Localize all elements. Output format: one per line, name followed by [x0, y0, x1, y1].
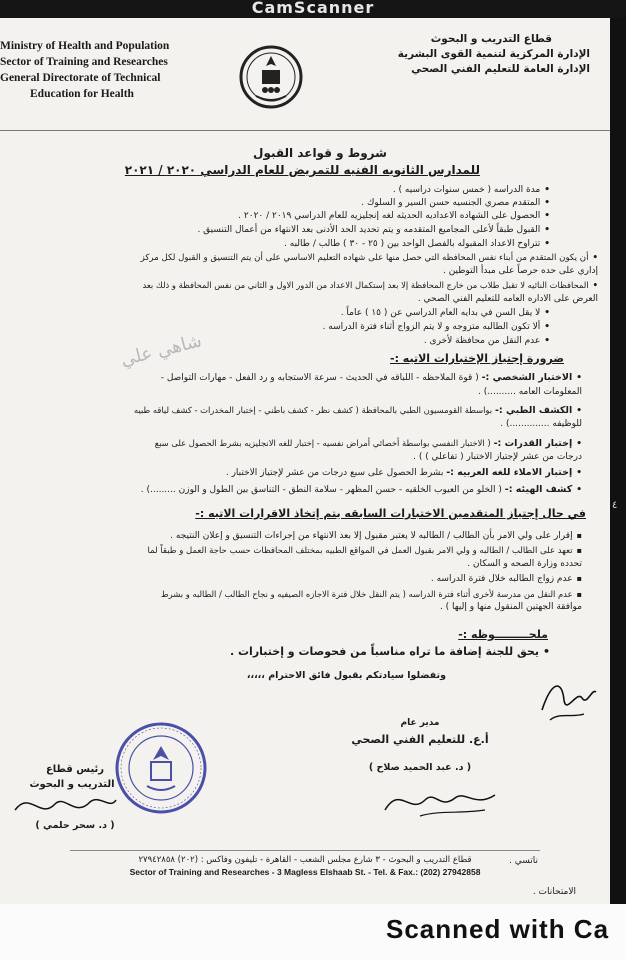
test-item [155, 437, 582, 450]
ministry-logo-icon [238, 44, 304, 110]
closing-text: وتفضلوا سيادتكم بقبول فائق الاحترام ،،،،، [246, 670, 446, 681]
sector-head-name: ( د. سحر حلمي ) [35, 820, 115, 831]
condition-item: • المحافظات النائيه لا تقبل طلاب من خارج المحافظة إلا بعد إستكمال الاعداد من الدور الاول و الثاني من نفس المحافظة و ذلك بعد [142, 279, 598, 291]
decision-item-cont: تحدده وزارة الصحه و السكان . [467, 559, 582, 569]
header-en-line: Ministry of Health and Population [0, 40, 170, 52]
sector-head-signature-icon [10, 790, 120, 824]
scan-edge [610, 18, 626, 960]
condition-item: • الحصول على الشهاده الاعداديه الحديثه لغه إنجليزيه للعام الدراسي ٢٠١٩ / ٢٠٢٠ . [238, 210, 550, 222]
side-mark: ٤ [612, 500, 618, 511]
condition-item: • مدة الدراسه ( خمس سنوات دراسيه ) . [393, 184, 550, 196]
document-title: شروط و قواعد القبول [253, 146, 387, 160]
test-item-cont: المعلومات العامه ..........) . [478, 387, 582, 397]
test-text: ( قوة الملاحظه - اللباقه في الحديث - سرعة الاستجابه و رد الفعل - مهارات التواصل - [160, 373, 479, 383]
header-english [0, 38, 200, 102]
decision-item-cont: موافقة الجهتين المنقول منها و إليها ) . [439, 602, 582, 612]
header-arabic [350, 32, 590, 77]
decision-item: ▪ عدم النقل من مدرسة لأخرى أثناء فترة الدراسه ( يتم النقل خلال فترة الاجازه الصيفيه و نجاح الطالب / الطالبه و بشرط [161, 588, 582, 601]
test-text: بواسطة القومسيون الطبي بالمحافظة ( كشف نظر - كشف باطني - إختبار المخدرات - كشف لياقه طبيه [134, 405, 493, 415]
test-item-cont: للوظيفه ..............) . [500, 419, 582, 429]
condition-item: • المتقدم مصري الجنسيه حسن السير و السلوك . [361, 197, 550, 209]
document-subtitle: للمدارس الثانويه الفنيه للتمريض للعام الدراسي ٢٠٢٠ / ٢٠٢١ [124, 163, 480, 177]
header-en-line: Sector of Training and Researches [0, 56, 168, 68]
test-text: بشرط الحصول على سبع درجات من عشر لإجتياز الاختبار . [225, 468, 444, 478]
tests-heading: ضرورة إجتياز الإختبارات الاتيه :- [390, 352, 564, 365]
director-signature-icon [380, 780, 500, 820]
condition-item-cont: العرض على الاداره العامه للتعليم الفني الصحي . [417, 294, 598, 304]
header-ar-line: الإدارة العامة للتعليم الفني الصحي [411, 63, 590, 75]
test-item [161, 372, 582, 384]
condition-item: • لا يقل السن في بدايه العام الدراسي عن ( ١٥ ) عاماً . [341, 307, 550, 319]
header-en-line: Education for Health [30, 88, 134, 100]
header-divider [0, 130, 610, 131]
test-text: ( الاختبار النفسي بواسطة أخصائي أمراض نفسيه - إختبار للغه الانجليزيه بشرط الحصول على سبع [154, 438, 491, 448]
test-label: إختبار الاملاء للغه العربيه :- [446, 467, 573, 478]
test-item [141, 484, 582, 496]
sector-head-title: رئيس قطاع [45, 764, 105, 775]
test-label: إختبار القدرات :- [493, 438, 573, 449]
test-item-cont: درجات من عشر لإجتياز الاختبار ( تفاعلي ) ) . [413, 452, 582, 462]
sector-head-department: التدريب و البحوث [29, 779, 115, 790]
note-heading: ملحـــــــــوظه :- [458, 628, 548, 641]
test-label: كشف الهيئه :- [504, 484, 573, 495]
test-label: الاختبار الشخصي :- [481, 372, 573, 383]
footer-divider [70, 850, 540, 851]
decision-item: ▪ إقرار على ولي الامر بأن الطالب / الطالبه لا يعتبر مقبول إلا بعد الانتهاء من إجراءات التنسيق و إعلان النتيجه . [170, 530, 582, 542]
director-title: مدير عام [400, 718, 440, 728]
condition-item: • عدم النقل من محافظة لأخرى . [424, 335, 550, 347]
test-text: ( الخلو من العيوب الخلقيه - حسن المظهر - سلامة النطق - التناسق بين الطول و الوزن .........) . [140, 485, 502, 495]
footer-exams-note: الامتحانات . [532, 887, 576, 897]
header-ar-line: قطاع التدريب و البحوث [430, 33, 552, 45]
condition-item: • تتراوح الاعداد المقبوله بالفصل الواحد بين ( ٢٥ - ٣٠ ) طالب / طالبه . [284, 238, 550, 250]
footer-side-note: ناتسي . [508, 856, 538, 866]
note-text: • يحق للجنة إضافة ما تراه مناسباً من فحوصات و إختبارات . [230, 646, 550, 658]
decisions-heading: في حال إجتياز المتقدمين الاختبارات السابقه يتم إتخاذ الاقرارات الاتيه :- [195, 507, 586, 520]
condition-item: • ألا تكون الطالبه متزوجه و لا يتم الزواج أثناء فترة الدراسه . [323, 321, 550, 333]
header-en-line: General Directorate of Technical [0, 72, 161, 84]
director-department: أ.ع. للتعليم الفني الصحي [351, 733, 489, 746]
test-item [226, 467, 582, 479]
condition-item: • القبول طبقاً لأعلى المجاميع المتقدمه و يتم تحديد الحد الأدنى بعد الانتهاء من أعمال التنسيق . [197, 224, 550, 236]
director-name: ( د. عبد الحميد صلاح ) [368, 762, 472, 773]
decision-item: ▪ عدم زواج الطالبه خلال فترة الدراسه . [431, 573, 582, 585]
condition-item-cont: إداري على حده حرصاً على مبدأ التوطين . [442, 266, 598, 276]
scanner-watermark-banner: Scanned with Ca [0, 904, 626, 960]
watermark-text: شاهي علي [118, 330, 204, 371]
test-item [134, 404, 582, 417]
footer-address-english: Sector of Training and Researches - 3 Magless Elshaab St. - Tel. & Fax.: (202) 27942858 [129, 867, 481, 877]
camscanner-banner: CamScanner [0, 0, 626, 18]
condition-item: • أن يكون المتقدم من أبناء نفس المحافظه التي حصل منها على شهاده التعليم الاساسي على أن يتم التنسيق و القبول لكل مركز [141, 252, 598, 264]
test-label: الكشف الطبي :- [494, 405, 573, 416]
header-ar-line: الإدارة المركزية لتنمية القوى البشرية [397, 48, 590, 60]
decision-item: ▪ تعهد على الطالب / الطالبه و ولي الامر بقبول العمل في المواقع الطبيه بمختلف المحافظات حسب حاجة العمل و طبقاً لما [148, 545, 583, 557]
margin-signature-icon [532, 670, 602, 730]
footer-address-arabic: قطاع التدريب و البحوث - ٣ شارع مجلس الشعب - القاهرة - تليفون وفاكس : (٢٠٢) ٢٧٩٤٢٨٥٨ [138, 855, 472, 865]
